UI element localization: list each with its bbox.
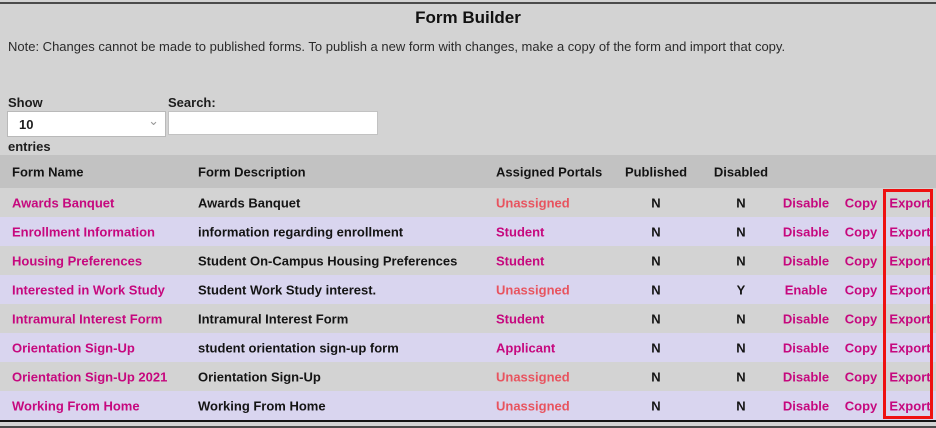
- toggle-disable-link[interactable]: Disable: [782, 369, 830, 384]
- disabled-flag: Y: [736, 282, 746, 297]
- header-form-description: Form Description: [198, 164, 306, 179]
- table-row: [0, 391, 936, 420]
- toggle-disable-link[interactable]: Disable: [782, 224, 830, 239]
- entries-label: entries: [8, 139, 51, 154]
- note-text: Note: Changes cannot be made to published forms. To publish a new form with changes, make a copy of the form and import that copy.: [8, 39, 786, 54]
- header-disabled: Disabled: [713, 164, 769, 179]
- form-description: student orientation sign-up form: [198, 340, 399, 355]
- form-name-link[interactable]: Housing Preferences: [12, 253, 143, 268]
- disabled-flag: N: [736, 369, 746, 384]
- form-description: Working From Home: [198, 398, 326, 413]
- export-link[interactable]: Export: [889, 224, 931, 239]
- copy-link[interactable]: Copy: [844, 282, 878, 297]
- toggle-disable-link[interactable]: Disable: [782, 195, 830, 210]
- assigned-portals: Unassigned: [496, 398, 570, 413]
- copy-link[interactable]: Copy: [844, 398, 878, 413]
- form-name-link[interactable]: Awards Banquet: [12, 195, 115, 210]
- copy-link[interactable]: Copy: [844, 369, 878, 384]
- table-row: [0, 188, 936, 217]
- published-flag: N: [651, 253, 661, 268]
- assigned-portals: Unassigned: [496, 195, 570, 210]
- assigned-portals: Unassigned: [496, 282, 570, 297]
- search-input[interactable]: [168, 111, 378, 135]
- disabled-flag: N: [736, 311, 746, 326]
- form-description: Student On-Campus Housing Preferences: [198, 253, 458, 268]
- disabled-flag: N: [736, 340, 746, 355]
- form-name-link[interactable]: Orientation Sign-Up: [12, 340, 135, 355]
- disabled-flag: N: [736, 195, 746, 210]
- published-flag: N: [651, 224, 661, 239]
- copy-link[interactable]: Copy: [844, 195, 878, 210]
- search-label: Search:: [168, 95, 216, 110]
- form-name-link[interactable]: Interested in Work Study: [12, 282, 165, 297]
- show-entries-value: 10: [19, 116, 34, 132]
- toggle-disable-link[interactable]: Disable: [782, 398, 830, 413]
- published-flag: N: [651, 398, 661, 413]
- toggle-disable-link[interactable]: Enable: [784, 282, 828, 297]
- table-row: [0, 275, 936, 304]
- assigned-portals: Student: [496, 311, 545, 326]
- copy-link[interactable]: Copy: [844, 253, 878, 268]
- toggle-disable-link[interactable]: Disable: [782, 311, 830, 326]
- form-description: Awards Banquet: [198, 195, 301, 210]
- published-flag: N: [651, 340, 661, 355]
- export-link[interactable]: Export: [889, 282, 931, 297]
- form-name-link[interactable]: Enrollment Information: [12, 224, 155, 239]
- toggle-disable-link[interactable]: Disable: [782, 253, 830, 268]
- published-flag: N: [651, 195, 661, 210]
- form-description: Intramural Interest Form: [198, 311, 349, 326]
- show-entries-select[interactable]: [7, 111, 166, 137]
- header-form-name: Form Name: [12, 164, 84, 179]
- chevron-down-icon: ⌄: [148, 113, 159, 128]
- table-body: [0, 188, 936, 422]
- forms-table: [0, 155, 936, 422]
- form-name-link[interactable]: Intramural Interest Form: [12, 311, 163, 326]
- form-name-link[interactable]: Orientation Sign-Up 2021: [12, 369, 168, 384]
- assigned-portals: Student: [496, 224, 545, 239]
- export-link[interactable]: Export: [889, 340, 931, 355]
- assigned-portals: Applicant: [496, 340, 556, 355]
- table-row: [0, 362, 936, 391]
- header-assigned-portals: Assigned Portals: [496, 164, 603, 179]
- disabled-flag: N: [736, 398, 746, 413]
- published-flag: N: [651, 311, 661, 326]
- form-description: information regarding enrollment: [198, 224, 404, 239]
- export-link[interactable]: Export: [889, 195, 931, 210]
- table-row: [0, 333, 936, 362]
- export-link[interactable]: Export: [889, 398, 931, 413]
- form-description: Orientation Sign-Up: [198, 369, 321, 384]
- assigned-portals: Student: [496, 253, 545, 268]
- published-flag: N: [651, 282, 661, 297]
- table-row: [0, 246, 936, 275]
- export-link[interactable]: Export: [889, 369, 931, 384]
- form-name-link[interactable]: Working From Home: [12, 398, 140, 413]
- header-published: Published: [624, 164, 688, 179]
- page-title: Form Builder: [415, 8, 521, 27]
- copy-link[interactable]: Copy: [844, 340, 878, 355]
- toggle-disable-link[interactable]: Disable: [782, 340, 830, 355]
- show-entries-label: Show: [8, 95, 43, 110]
- form-description: Student Work Study interest.: [198, 282, 377, 297]
- disabled-flag: N: [736, 224, 746, 239]
- copy-link[interactable]: Copy: [844, 311, 878, 326]
- export-link[interactable]: Export: [889, 253, 931, 268]
- table-row: [0, 217, 936, 246]
- copy-link[interactable]: Copy: [844, 224, 878, 239]
- assigned-portals: Unassigned: [496, 369, 570, 384]
- table-row: [0, 304, 936, 333]
- table-header-row: [0, 155, 936, 188]
- disabled-flag: N: [736, 253, 746, 268]
- published-flag: N: [651, 369, 661, 384]
- export-link[interactable]: Export: [889, 311, 931, 326]
- page-top-border: [0, 2, 936, 4]
